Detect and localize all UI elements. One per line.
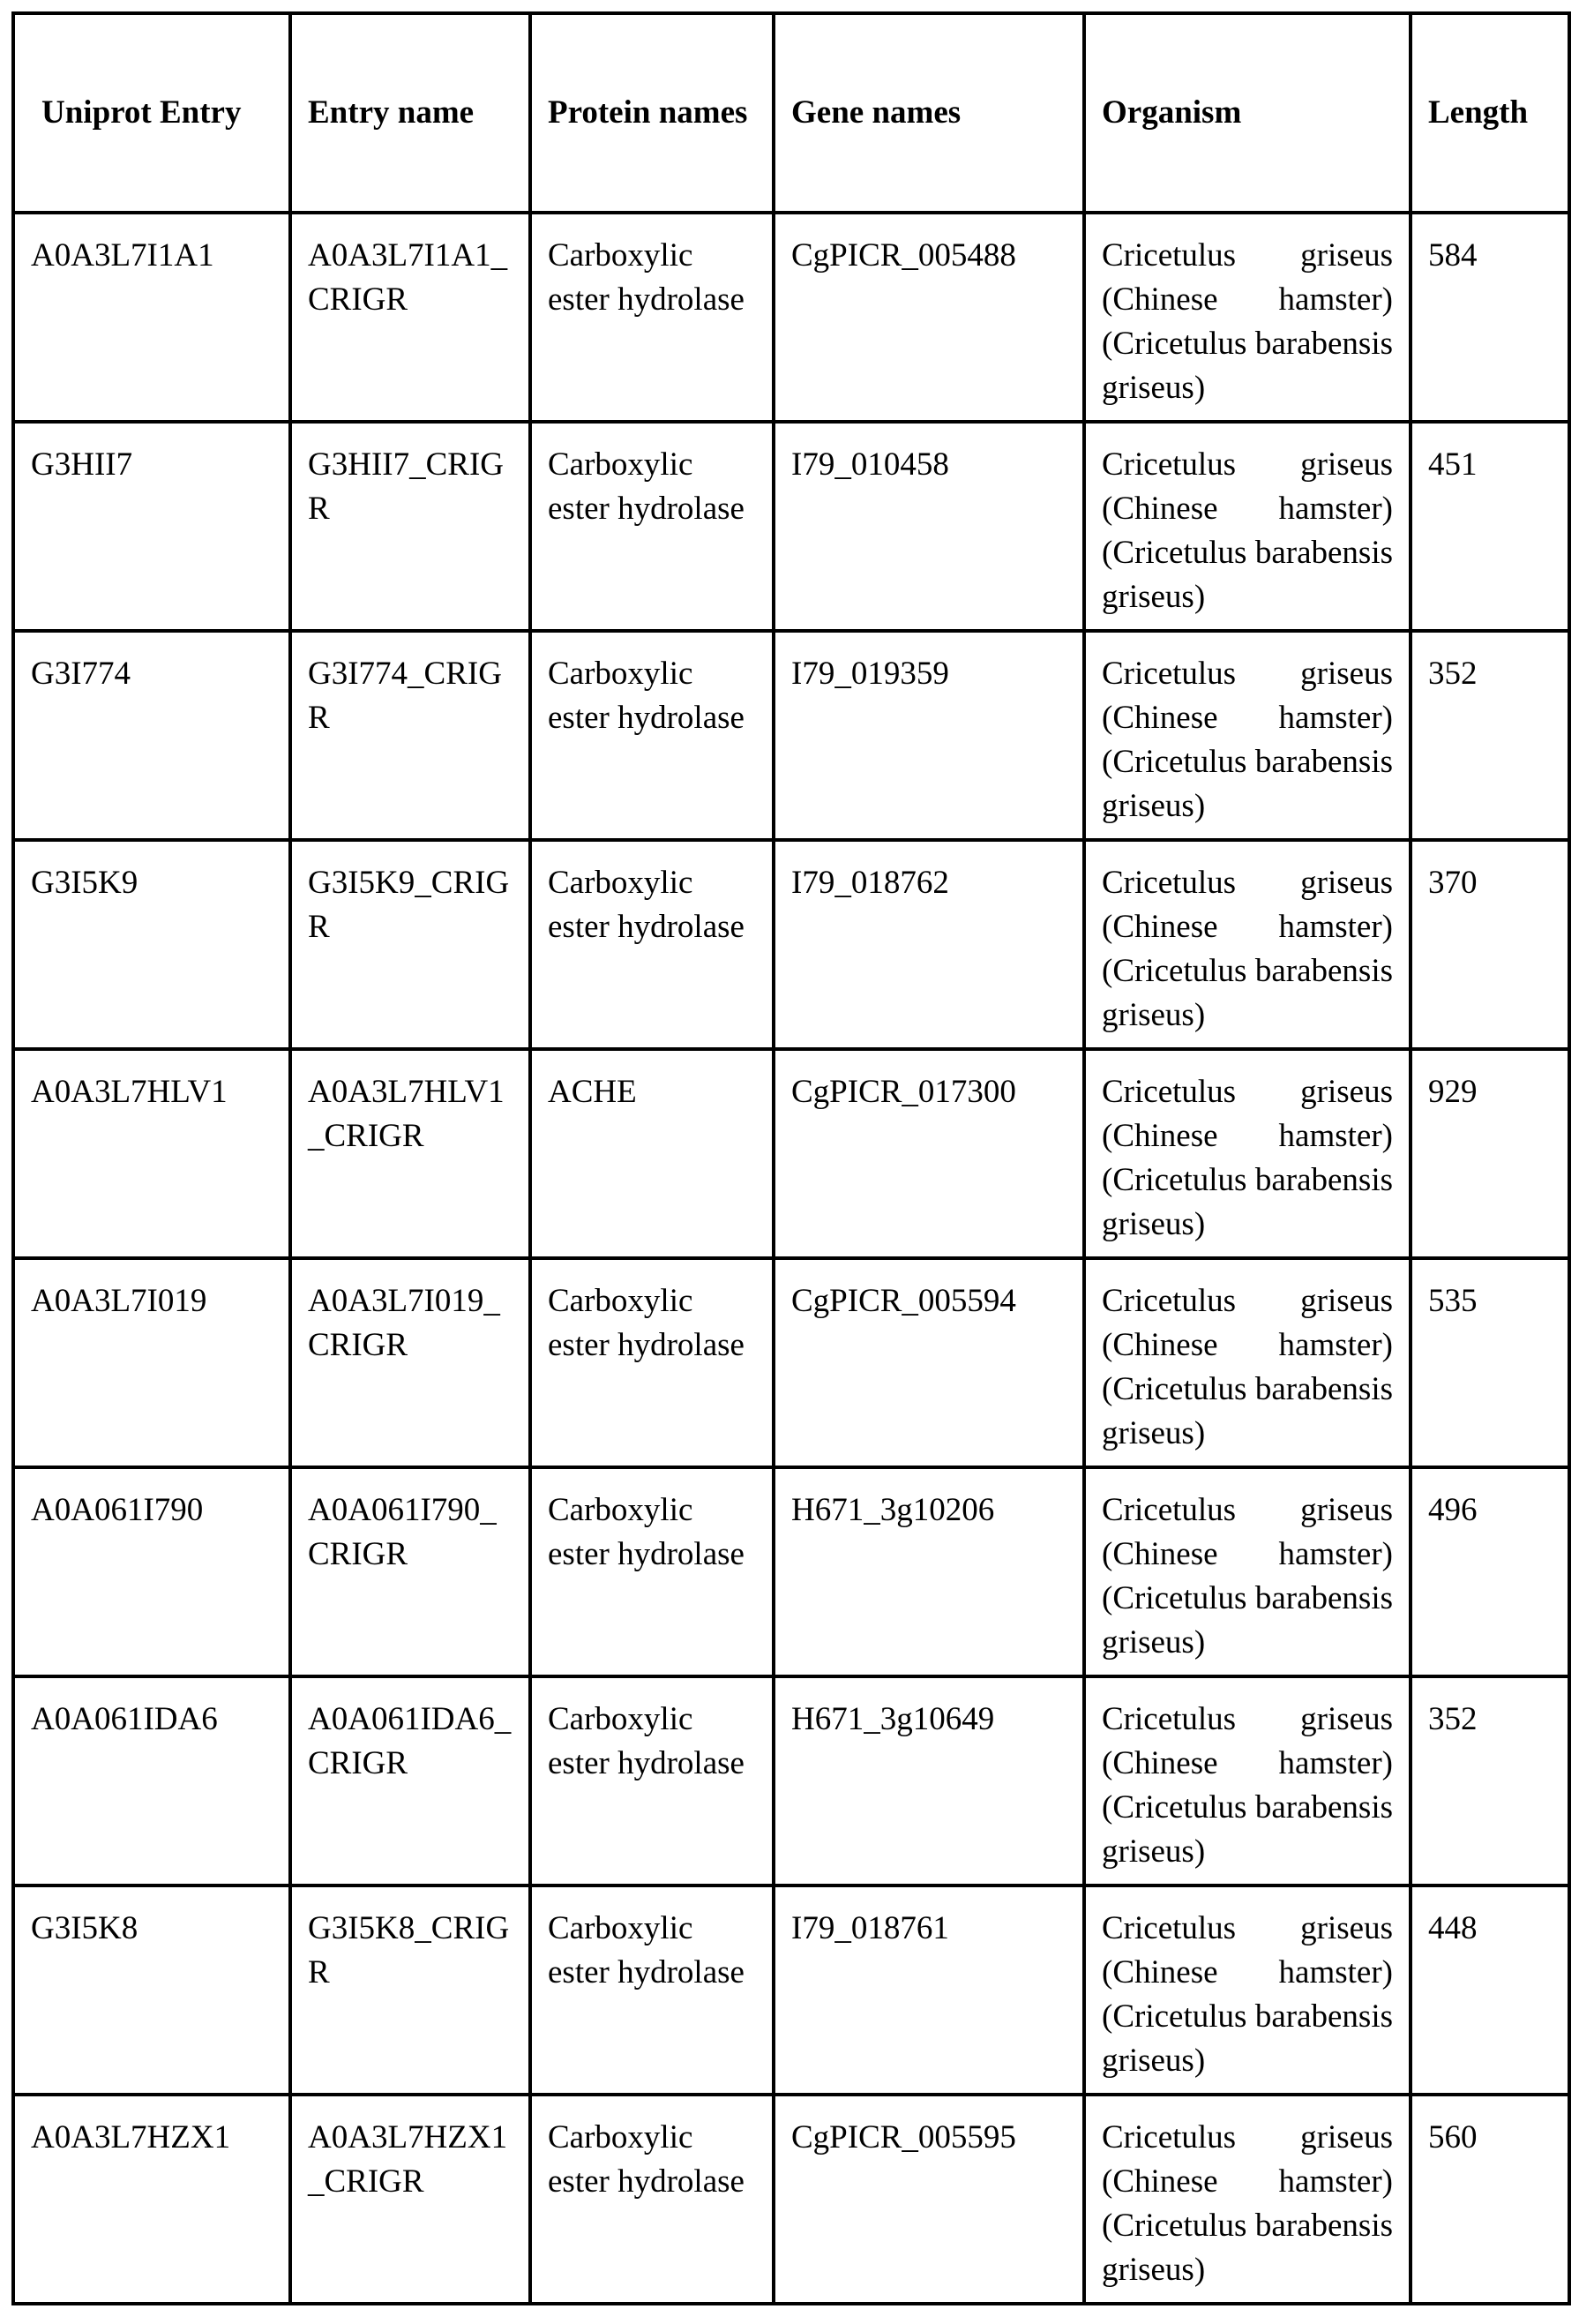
- entry-name-cell: A0A3L7HZX1_CRIGR: [290, 2095, 530, 2304]
- length-cell: 929: [1411, 1049, 1569, 1258]
- uniprot-entry-cell: G3I5K9: [13, 840, 290, 1049]
- table-row: [13, 631, 1569, 840]
- protein-names-cell: Carboxylic ester hydrolase: [530, 1885, 774, 2095]
- entry-name-cell: A0A3L7I1A1_CRIGR: [290, 213, 530, 422]
- gene-names-cell: CgPICR_005595: [774, 2095, 1084, 2304]
- table-row: [13, 1467, 1569, 1676]
- length-cell: 448: [1411, 1885, 1569, 2095]
- header-organism: Organism: [1084, 13, 1411, 213]
- entry-name-cell: A0A061I790_CRIGR: [290, 1467, 530, 1676]
- table-row: [13, 213, 1569, 422]
- uniprot-entry-cell: A0A061IDA6: [13, 1676, 290, 1885]
- uniprot-entry-cell: G3I774: [13, 631, 290, 840]
- organism-cell: Cricetulus griseus (Chinese hamster) (Cricetulus barabensis griseus): [1084, 1676, 1411, 1885]
- gene-names-cell: CgPICR_005594: [774, 1258, 1084, 1467]
- entry-name-cell: G3HII7_CRIGR: [290, 422, 530, 631]
- header-row: [13, 13, 1569, 213]
- length-cell: 496: [1411, 1467, 1569, 1676]
- length-cell: 370: [1411, 840, 1569, 1049]
- protein-table: [11, 11, 1571, 2305]
- entry-name-cell: G3I5K9_CRIGR: [290, 840, 530, 1049]
- gene-names-cell: CgPICR_005488: [774, 213, 1084, 422]
- gene-names-cell: H671_3g10649: [774, 1676, 1084, 1885]
- length-cell: 352: [1411, 1676, 1569, 1885]
- entry-name-cell: G3I5K8_CRIGR: [290, 1885, 530, 2095]
- organism-cell: Cricetulus griseus (Chinese hamster) (Cricetulus barabensis griseus): [1084, 422, 1411, 631]
- protein-names-cell: Carboxylic ester hydrolase: [530, 631, 774, 840]
- organism-cell: Cricetulus griseus (Chinese hamster) (Cricetulus barabensis griseus): [1084, 1258, 1411, 1467]
- organism-cell: Cricetulus griseus (Chinese hamster) (Cricetulus barabensis griseus): [1084, 631, 1411, 840]
- table-row: [13, 2095, 1569, 2304]
- organism-cell: Cricetulus griseus (Chinese hamster) (Cricetulus barabensis griseus): [1084, 1049, 1411, 1258]
- length-cell: 352: [1411, 631, 1569, 840]
- protein-names-cell: Carboxylic ester hydrolase: [530, 1467, 774, 1676]
- uniprot-entry-cell: A0A3L7HLV1: [13, 1049, 290, 1258]
- uniprot-entry-cell: G3I5K8: [13, 1885, 290, 2095]
- organism-cell: Cricetulus griseus (Chinese hamster) (Cricetulus barabensis griseus): [1084, 840, 1411, 1049]
- header-protein-names: Protein names: [530, 13, 774, 213]
- organism-cell: Cricetulus griseus (Chinese hamster) (Cricetulus barabensis griseus): [1084, 1885, 1411, 2095]
- table-row: [13, 422, 1569, 631]
- protein-names-cell: Carboxylic ester hydrolase: [530, 2095, 774, 2304]
- protein-names-cell: Carboxylic ester hydrolase: [530, 1258, 774, 1467]
- protein-names-cell: Carboxylic ester hydrolase: [530, 840, 774, 1049]
- protein-names-cell: Carboxylic ester hydrolase: [530, 422, 774, 631]
- uniprot-entry-cell: A0A061I790: [13, 1467, 290, 1676]
- protein-names-cell: Carboxylic ester hydrolase: [530, 213, 774, 422]
- length-cell: 584: [1411, 213, 1569, 422]
- uniprot-entry-cell: G3HII7: [13, 422, 290, 631]
- entry-name-cell: A0A061IDA6_CRIGR: [290, 1676, 530, 1885]
- uniprot-entry-cell: A0A3L7I1A1: [13, 213, 290, 422]
- length-cell: 535: [1411, 1258, 1569, 1467]
- gene-names-cell: I79_018762: [774, 840, 1084, 1049]
- entry-name-cell: A0A3L7I019_CRIGR: [290, 1258, 530, 1467]
- organism-cell: Cricetulus griseus (Chinese hamster) (Cricetulus barabensis griseus): [1084, 213, 1411, 422]
- gene-names-cell: H671_3g10206: [774, 1467, 1084, 1676]
- table-row: [13, 1885, 1569, 2095]
- header-gene-names: Gene names: [774, 13, 1084, 213]
- organism-cell: Cricetulus griseus (Chinese hamster) (Cricetulus barabensis griseus): [1084, 2095, 1411, 2304]
- header-length: Length: [1411, 13, 1569, 213]
- header-uniprot-entry: Uniprot Entry: [13, 13, 290, 213]
- table-row: [13, 1049, 1569, 1258]
- length-cell: 451: [1411, 422, 1569, 631]
- table-row: [13, 840, 1569, 1049]
- gene-names-cell: CgPICR_017300: [774, 1049, 1084, 1258]
- uniprot-entry-cell: A0A3L7HZX1: [13, 2095, 290, 2304]
- entry-name-cell: A0A3L7HLV1_CRIGR: [290, 1049, 530, 1258]
- organism-cell: Cricetulus griseus (Chinese hamster) (Cricetulus barabensis griseus): [1084, 1467, 1411, 1676]
- gene-names-cell: I79_010458: [774, 422, 1084, 631]
- table-row: [13, 1258, 1569, 1467]
- uniprot-entry-cell: A0A3L7I019: [13, 1258, 290, 1467]
- protein-names-cell: ACHE: [530, 1049, 774, 1258]
- table-row: [13, 1676, 1569, 1885]
- gene-names-cell: I79_018761: [774, 1885, 1084, 2095]
- entry-name-cell: G3I774_CRIGR: [290, 631, 530, 840]
- length-cell: 560: [1411, 2095, 1569, 2304]
- header-entry-name: Entry name: [290, 13, 530, 213]
- protein-names-cell: Carboxylic ester hydrolase: [530, 1676, 774, 1885]
- gene-names-cell: I79_019359: [774, 631, 1084, 840]
